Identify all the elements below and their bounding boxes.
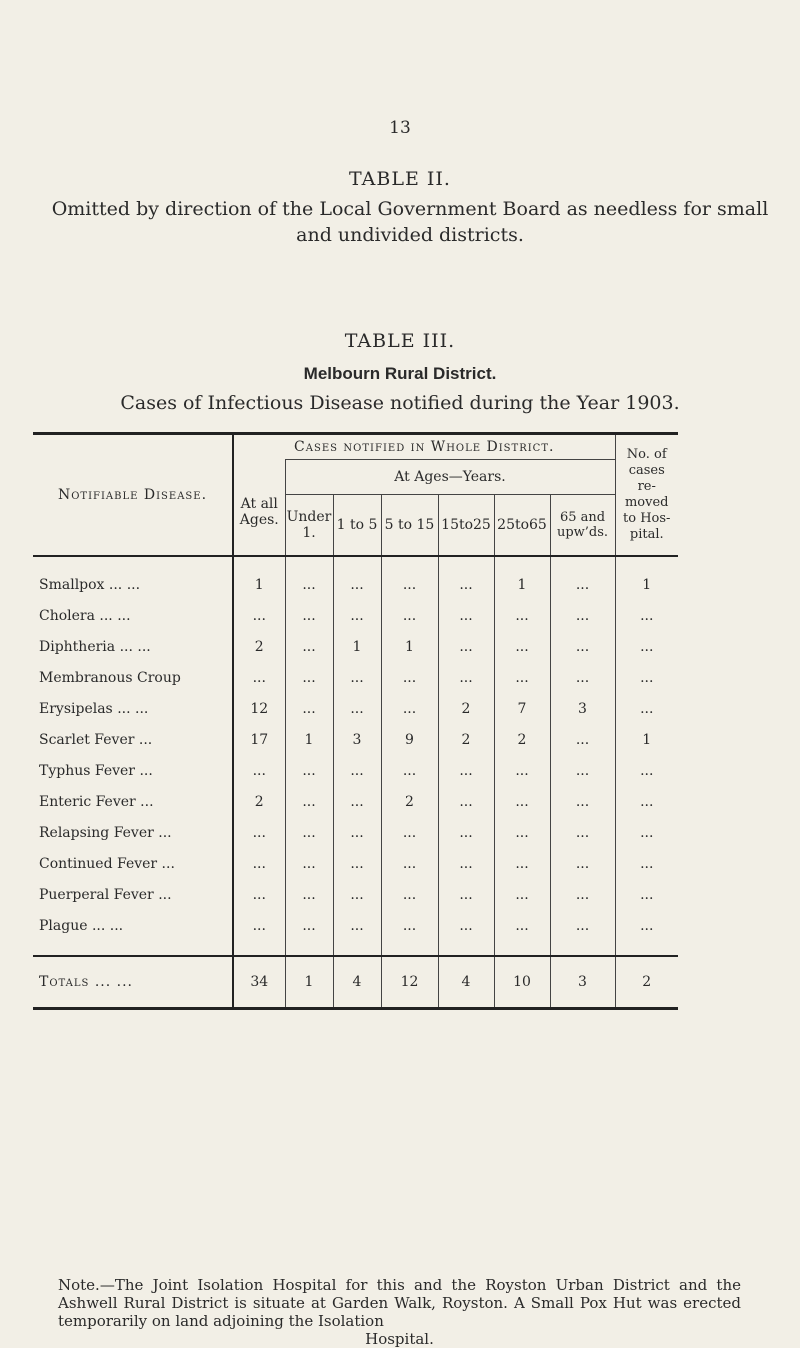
infectious-disease-table [33,432,678,1010]
cell-25-to-65: ... [494,879,550,910]
cell-removed: ... [640,762,654,779]
cell-15-to-25: ... [438,600,494,631]
totals-1-to-5: 4 [333,956,381,1009]
cell-under-1: ... [285,786,333,817]
cell-15-to-25: ... [438,786,494,817]
table-row [33,786,678,817]
header-disease: Notifiable Disease. [33,434,233,557]
cell-all-ages: 17 [233,724,285,755]
cell-all-ages: 2 [233,786,285,817]
cell-under-1: ... [285,755,333,786]
page-number: 13 [389,118,411,138]
header-all-ages: At all Ages. [233,460,285,557]
cell-65-and-up: 3 [550,693,615,724]
header-25-to-65: 25to65 [494,495,550,557]
cell-removed: 1 [642,731,652,748]
cell-1-to-5: ... [333,600,381,631]
cell-1-to-5: ... [333,848,381,879]
cell-15-to-25: ... [438,879,494,910]
cell-15-to-25: ... [438,910,494,956]
table-row [33,755,678,786]
cell-25-to-65: ... [494,600,550,631]
cell-1-to-5: ... [333,817,381,848]
cell-all-ages: 2 [233,631,285,662]
cell-all-ages: 1 [233,556,285,600]
totals-row [33,956,678,1009]
footnote-last-line: Hospital. [365,1330,434,1348]
cell-25-to-65: ... [494,786,550,817]
cell-all-ages: ... [233,662,285,693]
table-3-title: TABLE III. [344,330,456,352]
totals-label: Totals ... ... [33,956,233,1009]
cell-5-to-15: ... [381,662,438,693]
cell-removed: ... [640,824,654,841]
cell-1-to-5: 3 [333,724,381,755]
cell-25-to-65: 2 [494,724,550,755]
cell-removed: ... [640,638,654,655]
disease-name: Membranous Croup [33,662,233,693]
cell-65-and-up: ... [550,556,615,600]
cell-15-to-25: ... [438,848,494,879]
cell-25-to-65: 1 [494,556,550,600]
cell-5-to-15: 9 [381,724,438,755]
cell-65-and-up: ... [550,724,615,755]
cell-under-1: ... [285,693,333,724]
table-row [33,910,678,956]
footnote-text: Note.—The Joint Isolation Hospital for this and the Royston Urban District and the Ashwell Rural District is situate at Garden Walk, Royston. A Small Pox Hut was erected temporarily on land adjoining the Isolation [58,1276,741,1330]
header-removed: No. of cases re-moved to Hos-pital. [615,434,678,557]
table-row [33,631,678,662]
cell-under-1: ... [285,848,333,879]
cell-65-and-up: ... [550,848,615,879]
disease-name: Scarlet Fever ... [33,724,233,755]
cell-25-to-65: ... [494,817,550,848]
cell-5-to-15: ... [381,910,438,956]
cell-25-to-65: ... [494,662,550,693]
disease-name: Typhus Fever ... [33,755,233,786]
cell-all-ages: ... [233,817,285,848]
cell-65-and-up: ... [550,662,615,693]
cell-25-to-65: ... [494,755,550,786]
cell-all-ages: ... [233,848,285,879]
cell-removed: ... [640,669,654,686]
footnote [58,1276,741,1348]
cell-1-to-5: ... [333,910,381,956]
cell-15-to-25: ... [438,662,494,693]
totals-25-to-65: 10 [494,956,550,1009]
table-3-subtitle: Melbourn Rural District. [303,364,497,383]
cell-removed: ... [640,793,654,810]
header-1-to-5: 1 to 5 [333,495,381,557]
totals-under-1: 1 [285,956,333,1009]
cell-25-to-65: 7 [494,693,550,724]
cell-5-to-15: ... [381,693,438,724]
cell-5-to-15: 2 [381,786,438,817]
table-row [33,817,678,848]
table-2-title: TABLE II. [349,168,451,190]
cell-15-to-25: ... [438,755,494,786]
cell-all-ages: 12 [233,693,285,724]
totals-65-and-up: 3 [550,956,615,1009]
cell-under-1: ... [285,879,333,910]
header-ages-group: At Ages—Years. [285,460,615,495]
header-5-to-15: 5 to 15 [381,495,438,557]
cell-removed: ... [640,700,654,717]
table-2-note: Omitted by direction of the Local Government Board as needless for small and undivided districts. [51,198,769,246]
cell-5-to-15: ... [381,848,438,879]
disease-name: Diphtheria ... ... [33,631,233,662]
cell-all-ages: ... [233,755,285,786]
table-row [33,693,678,724]
cell-15-to-25: ... [438,817,494,848]
disease-name: Puerperal Fever ... [33,879,233,910]
cell-removed: ... [640,917,654,934]
cell-65-and-up: ... [550,631,615,662]
cell-15-to-25: 2 [438,724,494,755]
cell-65-and-up: ... [550,786,615,817]
cell-25-to-65: ... [494,631,550,662]
table-row [33,662,678,693]
disease-name: Smallpox ... ... [33,556,233,600]
cell-15-to-25: 2 [438,693,494,724]
totals-15-to-25: 4 [438,956,494,1009]
cell-1-to-5: ... [333,786,381,817]
cell-under-1: 1 [285,724,333,755]
cell-under-1: ... [285,600,333,631]
cell-1-to-5: ... [333,693,381,724]
disease-name: Continued Fever ... [33,848,233,879]
header-cases-group: Cases notified in Whole District. [233,434,615,460]
totals-5-to-15: 12 [381,956,438,1009]
cell-65-and-up: ... [550,817,615,848]
cell-5-to-15: ... [381,556,438,600]
disease-name: Cholera ... ... [33,600,233,631]
cell-under-1: ... [285,817,333,848]
table-row [33,879,678,910]
cell-5-to-15: ... [381,600,438,631]
cell-removed: 1 [642,576,652,593]
header-under-1: Under 1. [285,495,333,557]
disease-name: Enteric Fever ... [33,786,233,817]
cell-removed: ... [640,886,654,903]
cell-5-to-15: ... [381,755,438,786]
cell-under-1: ... [285,556,333,600]
cell-removed: ... [640,607,654,624]
cell-1-to-5: ... [333,879,381,910]
cell-1-to-5: ... [333,755,381,786]
disease-name: Relapsing Fever ... [33,817,233,848]
header-65-and-up: 65 and upw’ds. [550,495,615,557]
cell-65-and-up: ... [550,910,615,956]
cell-5-to-15: ... [381,879,438,910]
disease-name: Plague ... ... [33,910,233,956]
cell-all-ages: ... [233,910,285,956]
table-row [33,724,678,755]
cell-65-and-up: ... [550,755,615,786]
table-3-caption: Cases of Infectious Disease notified during the Year 1903. [120,392,680,414]
cell-1-to-5: ... [333,556,381,600]
cell-25-to-65: ... [494,848,550,879]
table-row [33,600,678,631]
cell-under-1: ... [285,910,333,956]
cell-65-and-up: ... [550,600,615,631]
cell-1-to-5: ... [333,662,381,693]
disease-name: Erysipelas ... ... [33,693,233,724]
cell-5-to-15: 1 [381,631,438,662]
cell-1-to-5: 1 [333,631,381,662]
cell-25-to-65: ... [494,910,550,956]
cell-removed: ... [640,855,654,872]
cell-65-and-up: ... [550,879,615,910]
cell-5-to-15: ... [381,817,438,848]
cell-under-1: ... [285,662,333,693]
cell-under-1: ... [285,631,333,662]
totals-removed: 2 [615,956,678,1009]
totals-all: 34 [233,956,285,1009]
cell-all-ages: ... [233,600,285,631]
cell-15-to-25: ... [438,556,494,600]
header-15-to-25: 15to25 [438,495,494,557]
table-row [33,556,678,600]
cell-all-ages: ... [233,879,285,910]
table-row [33,848,678,879]
cell-15-to-25: ... [438,631,494,662]
